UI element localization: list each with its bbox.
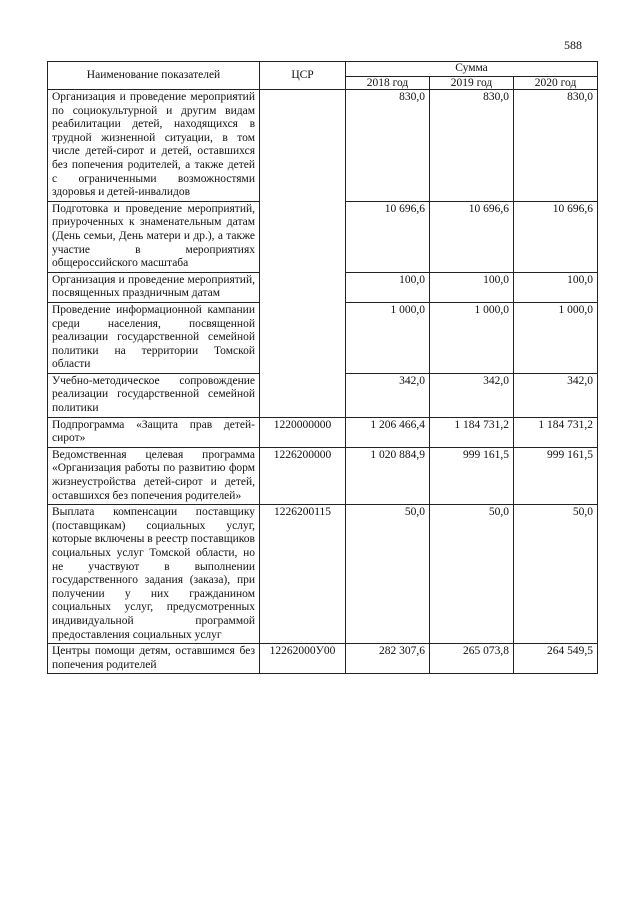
header-sum: Сумма xyxy=(346,62,598,77)
row-value-2018: 830,0 xyxy=(346,90,430,202)
row-value-2018: 100,0 xyxy=(346,272,430,302)
row-value-2018: 1 206 466,4 xyxy=(346,417,430,447)
table-row xyxy=(48,505,598,644)
header-year-2018: 2018 год xyxy=(346,77,430,90)
row-csr: 12262000У00 xyxy=(260,644,346,674)
row-name: Организация и проведение мероприятий, посвященных праздничным датам xyxy=(48,272,260,302)
row-csr: 1226200115 xyxy=(260,505,346,644)
table-row xyxy=(48,90,598,202)
row-value-2019: 1 184 731,2 xyxy=(430,417,514,447)
row-name: Ведомственная целевая программа «Организация работы по развитию форм жизнеустройства детей-сирот и детей, оставшихся без попечения родителей» xyxy=(48,447,260,504)
row-name: Центры помощи детям, оставшимся без попечения родителей xyxy=(48,644,260,674)
row-value-2020: 342,0 xyxy=(514,373,598,417)
header-name: Наименование показателей xyxy=(48,62,260,90)
row-value-2020: 50,0 xyxy=(514,505,598,644)
row-value-2018: 1 020 884,9 xyxy=(346,447,430,504)
row-csr: 1220000000 xyxy=(260,417,346,447)
row-value-2020: 830,0 xyxy=(514,90,598,202)
row-value-2019: 342,0 xyxy=(430,373,514,417)
row-value-2020: 10 696,6 xyxy=(514,201,598,272)
row-name: Подпрограмма «Защита прав детей-сирот» xyxy=(48,417,260,447)
row-name: Организация и проведение мероприятий по социокультурной и другим видам реабилитации детей, находящихся в трудной жизненной ситуации, в том числе детей-сирот и детей, оставшихся без попечения родителей, а также детей с ограниченными возможностями здоровья и детей-инвалидов xyxy=(48,90,260,202)
row-name: Проведение информационной кампании среди населения, посвященной реализации государственной семейной политики на территории Томской области xyxy=(48,302,260,373)
page-number: 588 xyxy=(564,38,582,52)
table-row xyxy=(48,447,598,504)
row-value-2019: 830,0 xyxy=(430,90,514,202)
row-value-2019: 999 161,5 xyxy=(430,447,514,504)
row-value-2018: 50,0 xyxy=(346,505,430,644)
row-value-2018: 10 696,6 xyxy=(346,201,430,272)
row-value-2018: 342,0 xyxy=(346,373,430,417)
row-name: Выплата компенсации поставщику (поставщикам) социальных услуг, которые включены в реестр поставщиков социальных услуг Томской области, но не участвуют в выполнении государственного задания (заказа), при получении у них гражданином социальных услуг, предусмотренных индивидуальной программой предоставления социальных услуг xyxy=(48,505,260,644)
table-row xyxy=(48,644,598,674)
header-year-2020: 2020 год xyxy=(514,77,598,90)
row-csr xyxy=(260,90,346,418)
row-value-2020: 1 000,0 xyxy=(514,302,598,373)
budget-table xyxy=(47,61,598,674)
row-value-2019: 10 696,6 xyxy=(430,201,514,272)
row-value-2020: 1 184 731,2 xyxy=(514,417,598,447)
row-value-2018: 282 307,6 xyxy=(346,644,430,674)
row-value-2019: 100,0 xyxy=(430,272,514,302)
row-value-2020: 999 161,5 xyxy=(514,447,598,504)
header-year-2019: 2019 год xyxy=(430,77,514,90)
row-value-2020: 264 549,5 xyxy=(514,644,598,674)
header-csr: ЦСР xyxy=(260,62,346,90)
row-name: Подготовка и проведение мероприятий, приуроченных к знаменательным датам (День семьи, День матери и др.), а также участие в мероприятиях общероссийского масштаба xyxy=(48,201,260,272)
row-value-2018: 1 000,0 xyxy=(346,302,430,373)
row-value-2020: 100,0 xyxy=(514,272,598,302)
table-row xyxy=(48,417,598,447)
row-value-2019: 50,0 xyxy=(430,505,514,644)
row-value-2019: 1 000,0 xyxy=(430,302,514,373)
row-csr: 1226200000 xyxy=(260,447,346,504)
row-name: Учебно-методическое сопровождение реализации государственной семейной политики xyxy=(48,373,260,417)
row-value-2019: 265 073,8 xyxy=(430,644,514,674)
